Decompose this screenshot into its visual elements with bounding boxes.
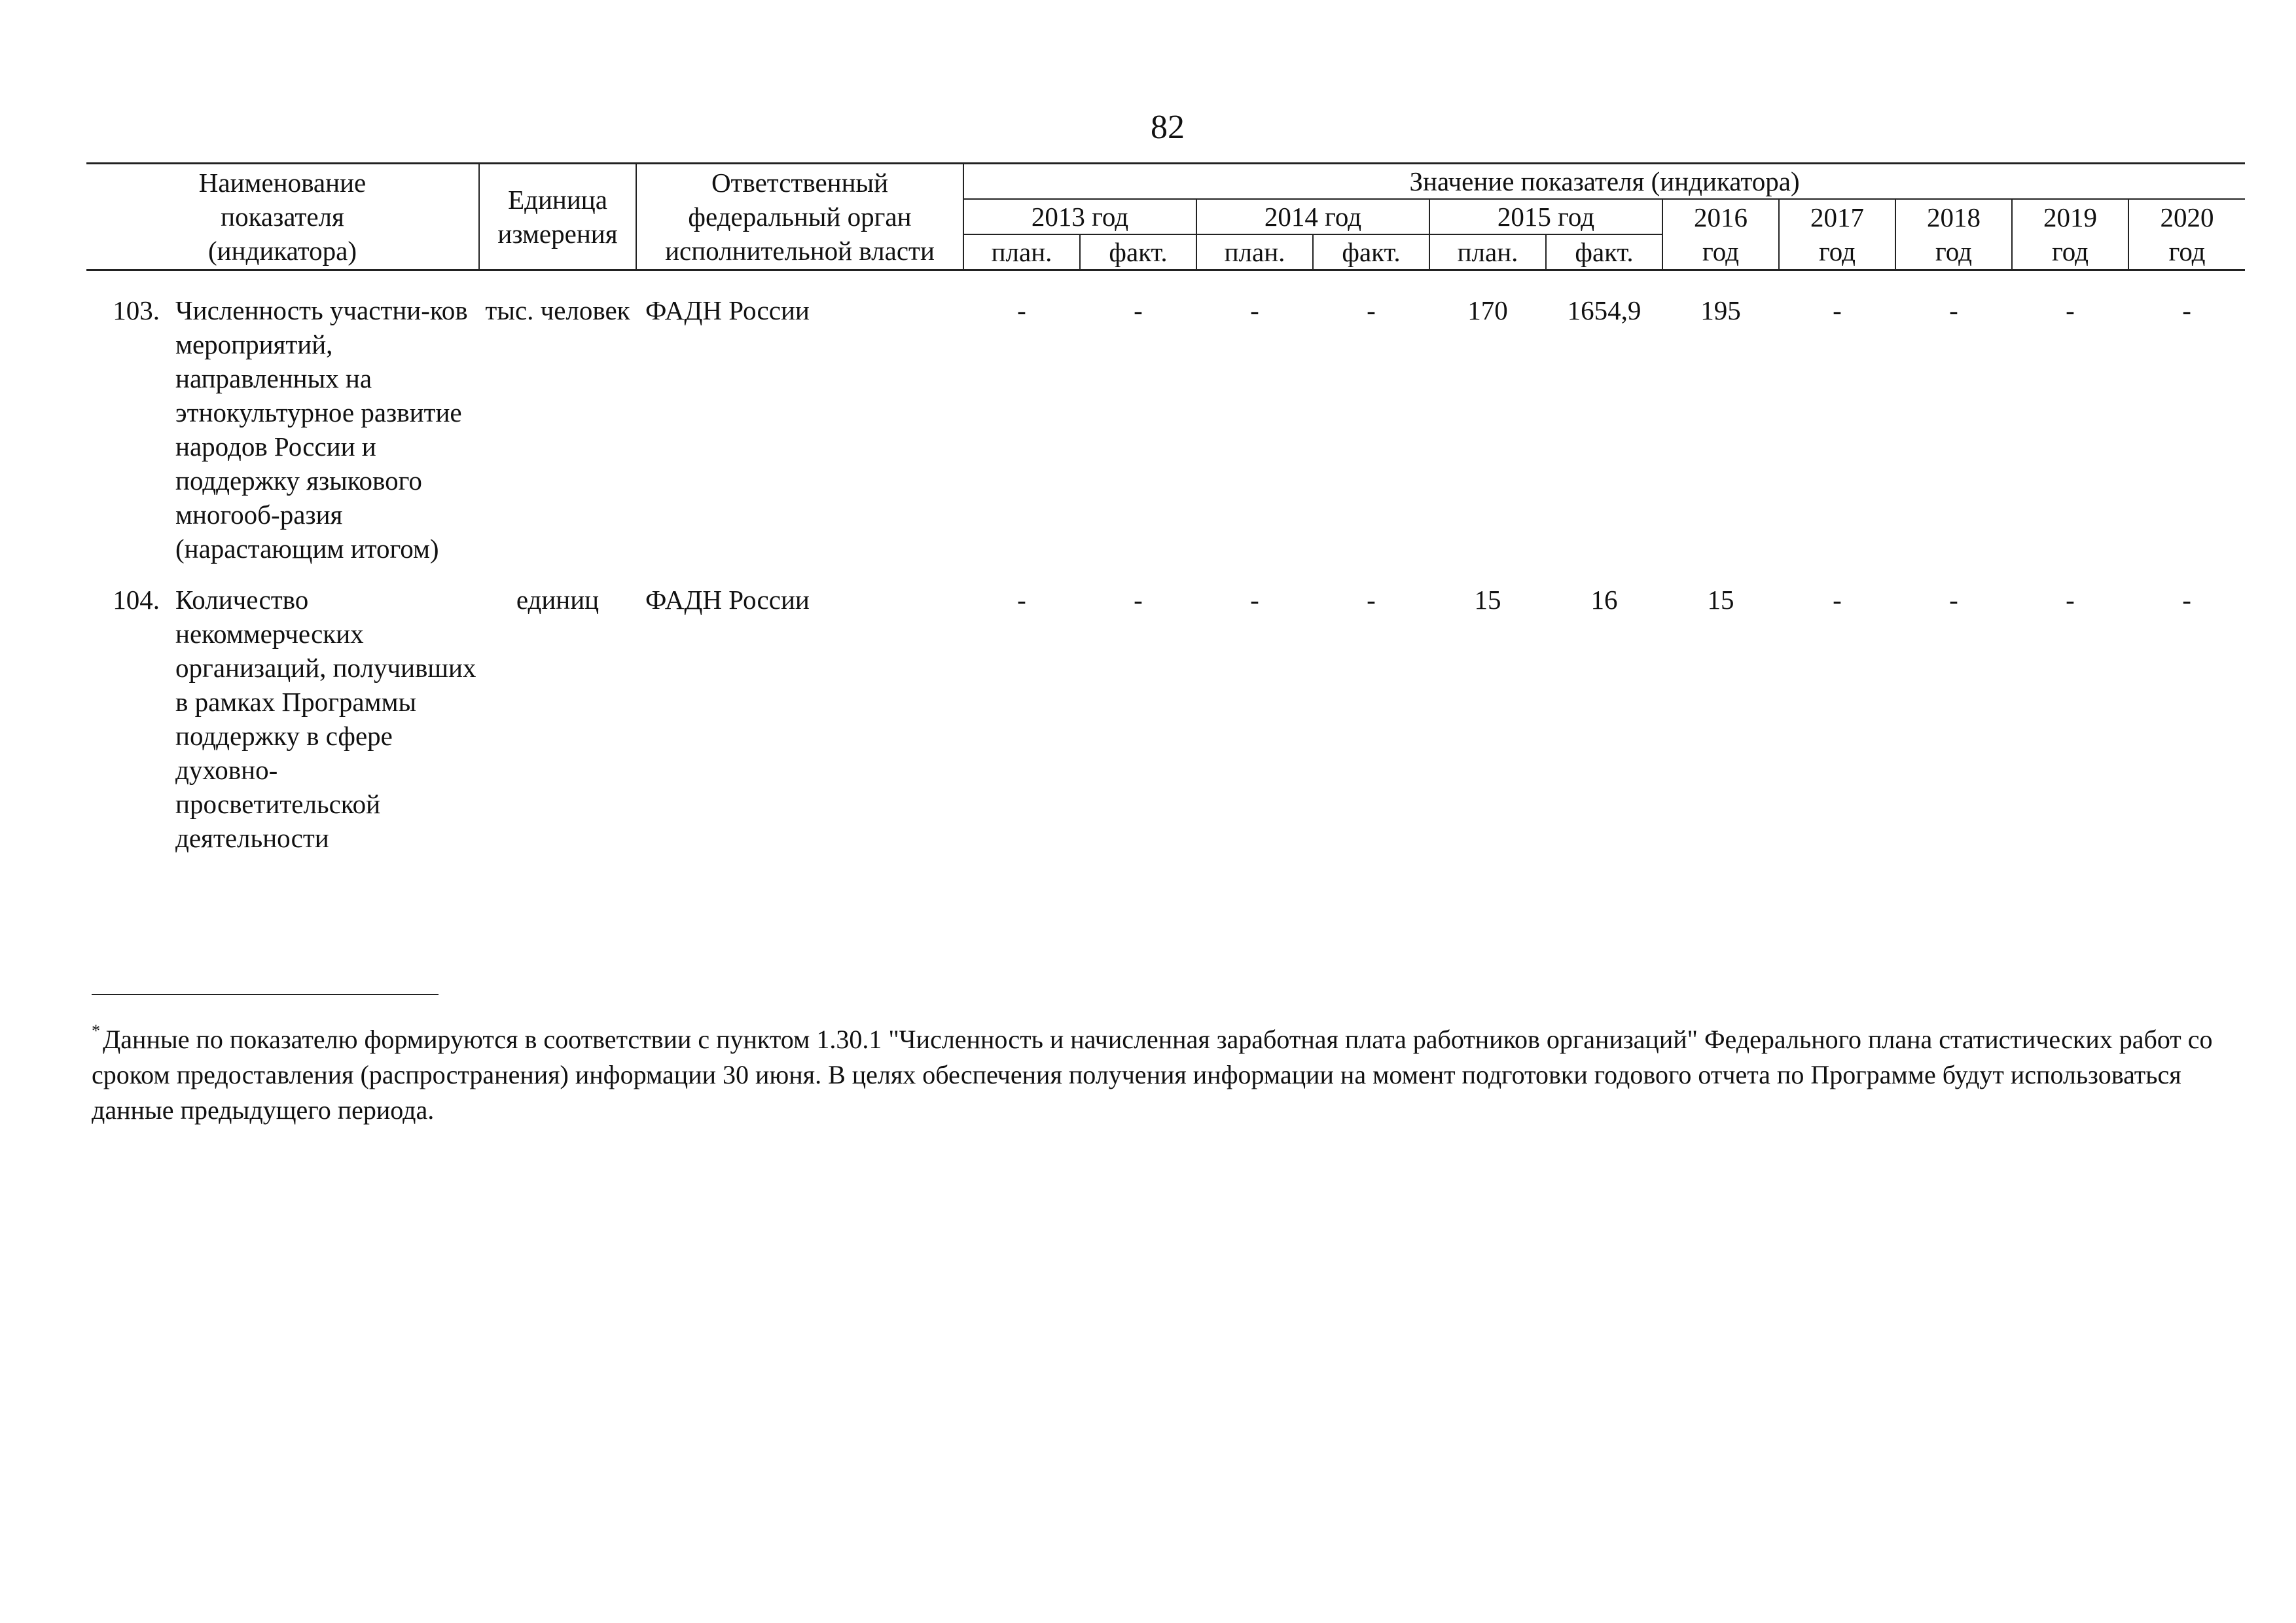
value-cell: 16 <box>1590 585 1618 615</box>
unit-cell: единиц <box>516 585 600 615</box>
header-unit: Единица измерения <box>479 164 636 270</box>
value-cell: - <box>1367 585 1376 615</box>
indicator-name: Количество некоммерческих организаций, получивших в рамках Программы поддержку в сфере духовно-просветительской деятельности <box>175 585 476 853</box>
header-year-2018: 2018 год <box>1895 199 2012 270</box>
footnote-divider <box>92 994 439 995</box>
header-plan-2014: план. <box>1196 234 1313 270</box>
value-cell: 15 <box>1474 585 1501 615</box>
value-cell: - <box>2182 585 2191 615</box>
value-cell: - <box>2182 295 2191 325</box>
header-year-2017: 2017 год <box>1779 199 1895 270</box>
value-cell: - <box>1134 585 1143 615</box>
header-year-2015: 2015 год <box>1429 199 1662 234</box>
page-number: 82 <box>1151 109 1185 146</box>
value-cell: - <box>1367 295 1376 325</box>
header-fact-2015: факт. <box>1546 234 1662 270</box>
org-cell: ФАДН России <box>645 295 810 325</box>
footnote <box>92 1013 2219 1128</box>
unit-cell: тыс. человек <box>485 295 630 325</box>
table-row <box>86 291 2245 580</box>
header-fact-2013: факт. <box>1080 234 1196 270</box>
header-year-2016: 2016 год <box>1662 199 1779 270</box>
org-cell: ФАДН России <box>645 585 810 615</box>
indicator-name: Численность участни-ков мероприятий, направленных на этнокультурное развитие народов России и поддержку языкового многооб-разия (нарастающим итогом) <box>175 295 468 564</box>
footnote-text: Данные по показателю формируются в соответствии с пунктом 1.30.1 "Численность и начисленная заработная плата работников организаций" Федерального плана статистических работ со сроком предоставления (распространения) информации 30 июня. В целях обеспечения получения информации на момент подготовки годового отчета по Программе будут использоваться данные предыдущего периода. <box>92 1025 2213 1125</box>
value-cell: - <box>1250 295 1259 325</box>
value-cell: - <box>2066 585 2075 615</box>
value-cell: - <box>1017 585 1026 615</box>
table-row <box>86 580 2245 869</box>
table-header <box>86 164 2245 270</box>
value-cell: - <box>1949 585 1958 615</box>
header-plan-2015: план. <box>1429 234 1546 270</box>
header-year-2013: 2013 год <box>963 199 1196 234</box>
row-number: 103. <box>113 295 160 325</box>
header-fact-2014: факт. <box>1313 234 1429 270</box>
value-cell: - <box>1134 295 1143 325</box>
header-year-2019: 2019 год <box>2012 199 2128 270</box>
value-cell: - <box>2066 295 2075 325</box>
value-cell: - <box>1949 295 1958 325</box>
header-year-2020: 2020 год <box>2128 199 2245 270</box>
value-cell: 15 <box>1707 585 1734 615</box>
header-year-2014: 2014 год <box>1196 199 1429 234</box>
value-cell: 1654,9 <box>1567 295 1641 325</box>
footnote-mark: * <box>92 1021 100 1040</box>
value-cell: - <box>1250 585 1259 615</box>
indicators-table <box>86 162 2245 869</box>
value-cell: 195 <box>1700 295 1741 325</box>
value-cell: - <box>1017 295 1026 325</box>
header-org: Ответственный федеральный орган исполнительной власти <box>636 164 963 270</box>
value-cell: - <box>1833 295 1842 325</box>
header-value-group: Значение показателя (индикатора) <box>963 164 2245 200</box>
header-plan-2013: план. <box>963 234 1080 270</box>
row-number: 104. <box>113 585 160 615</box>
header-name: Наименование показателя (индикатора) <box>86 164 479 270</box>
value-cell: - <box>1833 585 1842 615</box>
value-cell: 170 <box>1467 295 1508 325</box>
